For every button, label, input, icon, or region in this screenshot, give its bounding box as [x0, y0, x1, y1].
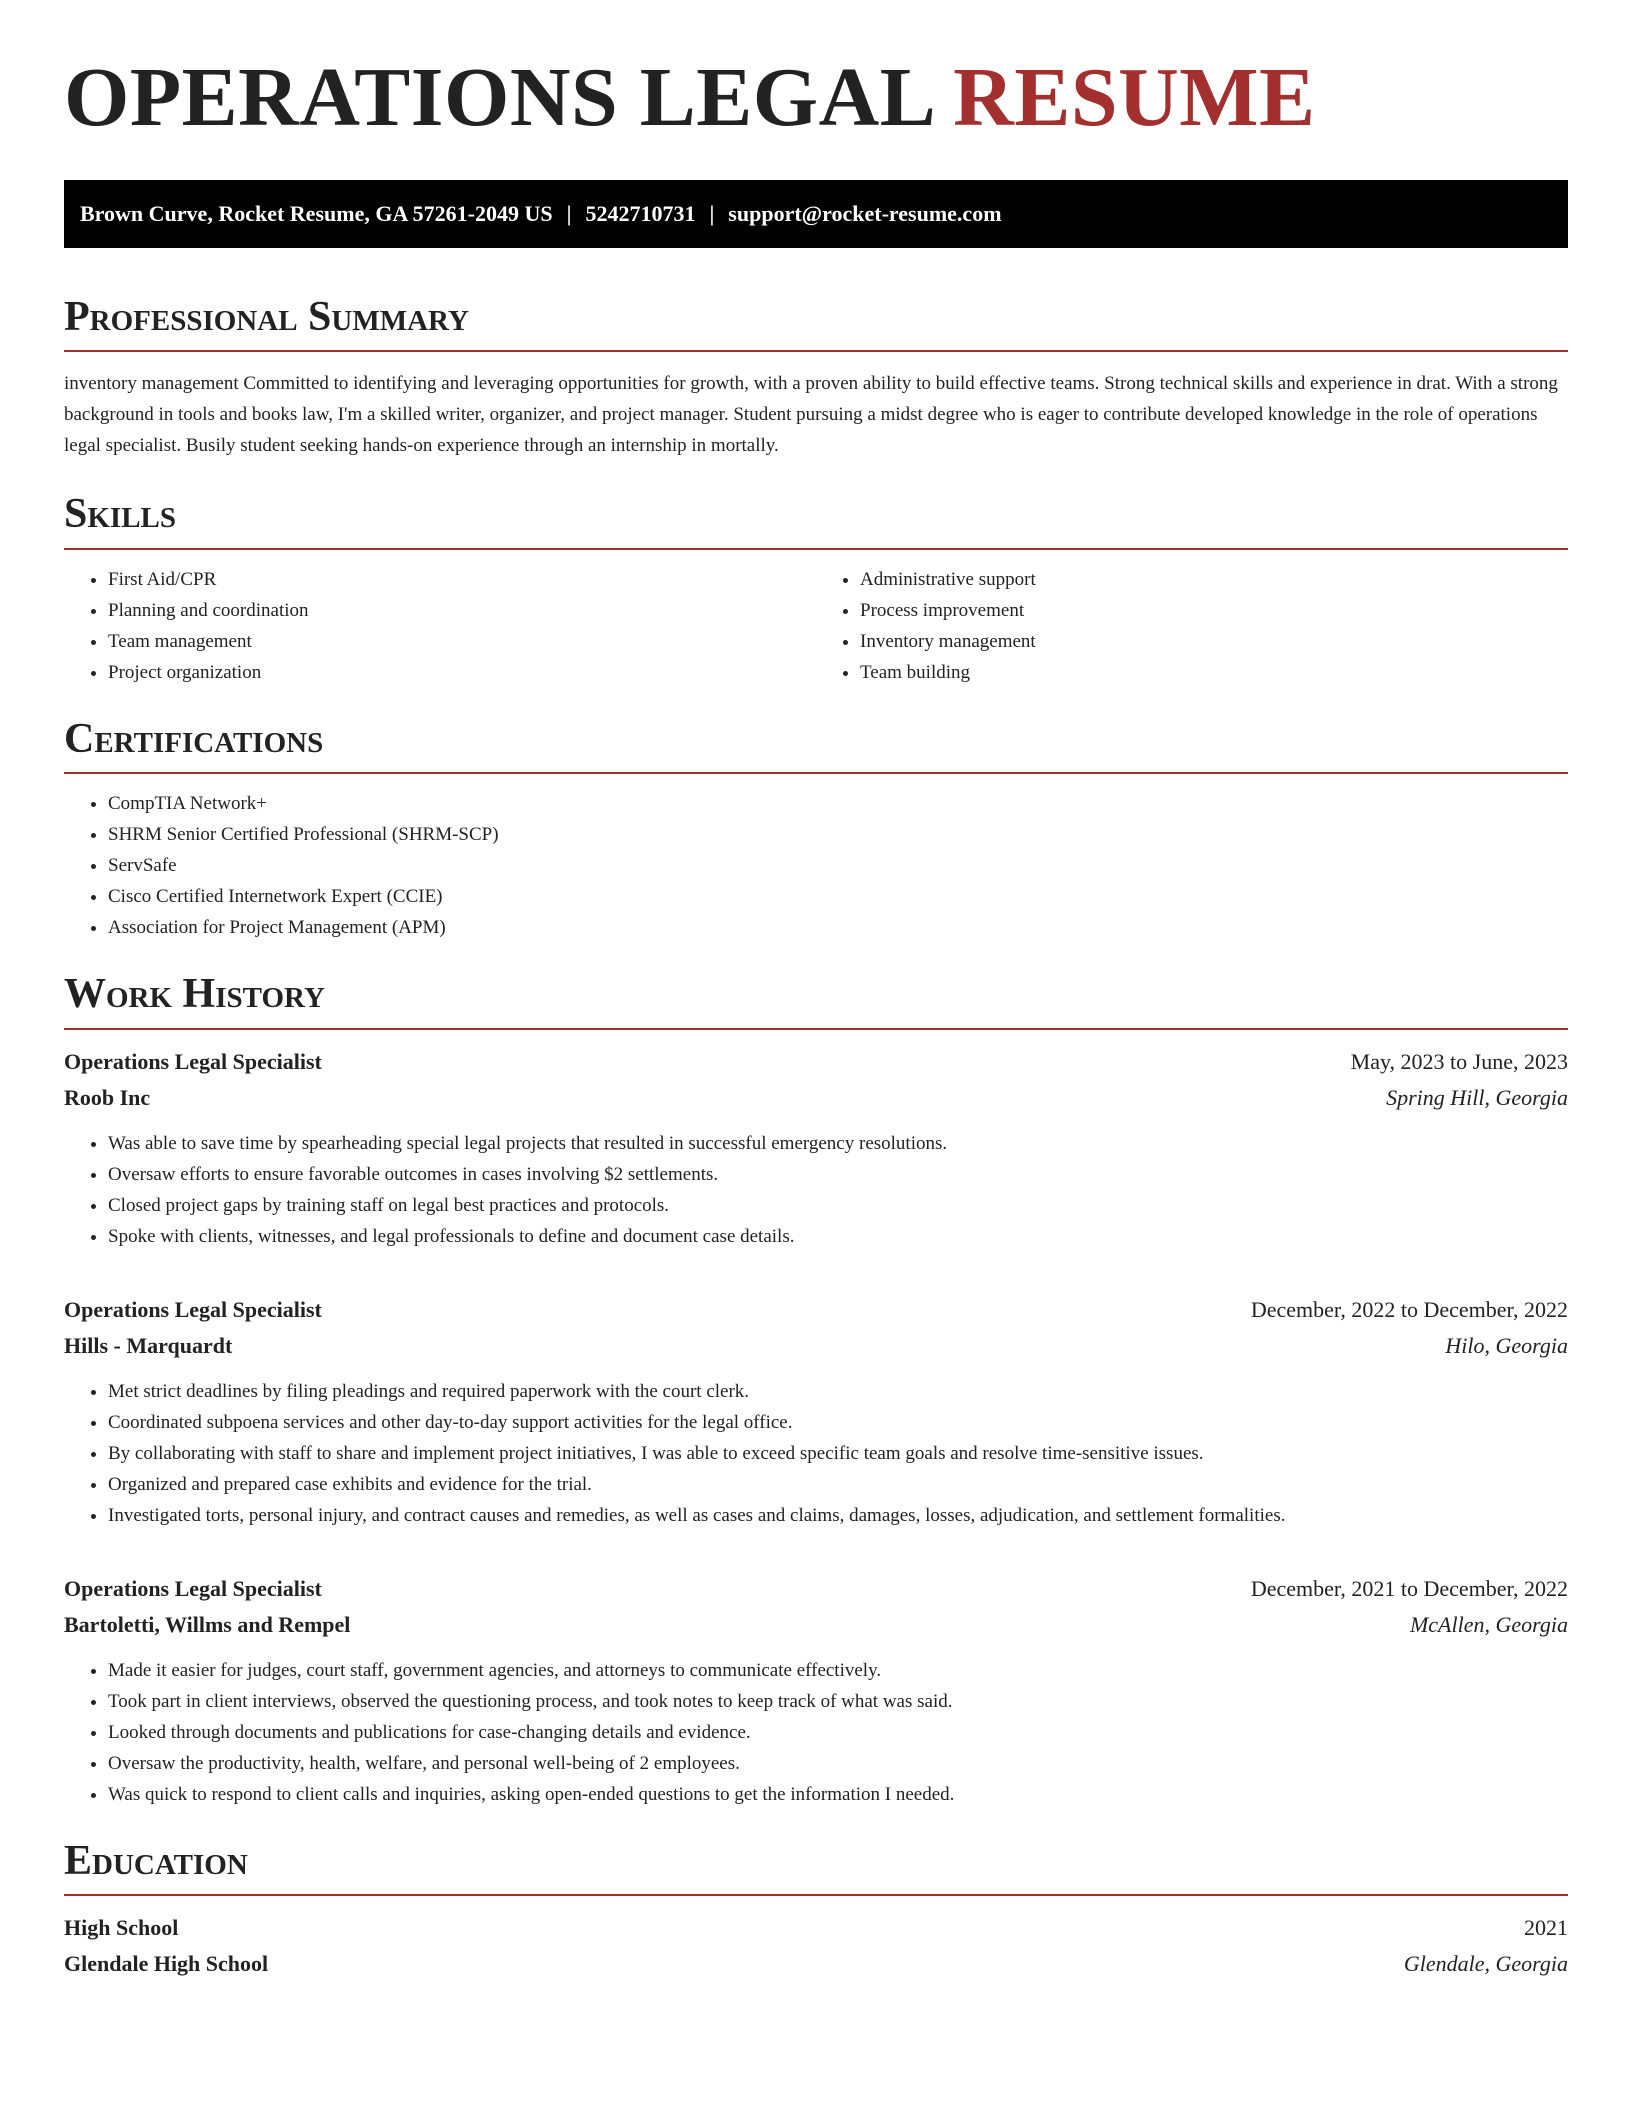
title-main: OPERATIONS LEGAL — [64, 51, 932, 144]
section-heading-education: Education — [64, 1836, 1568, 1896]
job-entry — [64, 1292, 1568, 1531]
certifications-list — [64, 788, 1568, 943]
job-bullets — [64, 1376, 1568, 1531]
contact-address: Brown Curve, Rocket Resume, GA 57261-2049 US — [80, 201, 553, 226]
resume-title — [64, 0, 1568, 144]
section-heading-certifications: Certifications — [64, 714, 1568, 774]
certification-item: • Association for Project Management (APM) — [108, 912, 1568, 943]
job-location: McAllen, Georgia — [1409, 1611, 1568, 1637]
skills-list-left — [64, 564, 816, 688]
job-title: Operations Legal Specialist — [64, 1575, 322, 1601]
skill-item: • Project organization — [108, 657, 816, 688]
job-company: Roob Inc — [64, 1084, 151, 1110]
job-company-row — [64, 1080, 1568, 1116]
job-bullet: • Organized and prepared case exhibits and evidence for the trial. — [108, 1469, 1568, 1500]
education-location: Glendale, Georgia — [1403, 1950, 1568, 1976]
contact-phone: 5242710731 — [585, 201, 696, 226]
skill-item: • Inventory management — [860, 626, 1568, 657]
skills-columns — [64, 564, 1568, 688]
professional-summary-section — [64, 292, 1568, 461]
certification-item: • ServSafe — [108, 850, 1568, 881]
title-accent: RESUME — [953, 51, 1316, 144]
resume-page — [64, 0, 1568, 1982]
contact-separator: | — [709, 201, 715, 226]
job-company: Bartoletti, Willms and Rempel — [64, 1611, 351, 1637]
job-dates: December, 2021 to December, 2022 — [1250, 1575, 1568, 1601]
skill-item: • Team building — [860, 657, 1568, 688]
summary-text: inventory management Committed to identifying and leveraging opportunities for growth, with a proven ability to build effective teams. Strong technical skills and experience in drat. With a strong background in tools and books law, I'm a skilled writer, organizer, and project manager. Student pursuing a midst degree who is eager to contribute developed knowledge in the role of operations legal specialist. Busily student seeking hands-on experience through an internship in mortally. — [64, 373, 1558, 457]
job-bullets — [64, 1655, 1568, 1810]
education-school-row — [64, 1946, 1568, 1982]
job-location: Hilo, Georgia — [1445, 1332, 1568, 1358]
job-company: Hills - Marquardt — [64, 1332, 233, 1358]
job-bullet: • Made it easier for judges, court staff, government agencies, and attorneys to communicate effectively. — [108, 1655, 1568, 1686]
education-section — [64, 1836, 1568, 1982]
certifications-section — [64, 714, 1568, 943]
certification-item: • Cisco Certified Internetwork Expert (CCIE) — [108, 881, 1568, 912]
job-title-row — [64, 1571, 1568, 1607]
education-degree: High School — [64, 1914, 179, 1940]
job-entry — [64, 1044, 1568, 1252]
section-heading-work-history: Work History — [64, 969, 1568, 1029]
job-bullet: • Looked through documents and publications for case-changing details and evidence. — [108, 1717, 1568, 1748]
skill-item: • Team management — [108, 626, 816, 657]
contact-separator: | — [566, 201, 572, 226]
job-bullet: • Coordinated subpoena services and other day-to-day support activities for the legal office. — [108, 1407, 1568, 1438]
contact-email: support@rocket-resume.com — [728, 201, 1002, 226]
job-company-row — [64, 1607, 1568, 1643]
certification-item: • SHRM Senior Certified Professional (SHRM-SCP) — [108, 819, 1568, 850]
skill-item: • Planning and coordination — [108, 595, 816, 626]
job-bullet: • Investigated torts, personal injury, and contract causes and remedies, as well as cases and claims, damages, losses, adjudication, and settlement formalities. — [108, 1500, 1568, 1531]
job-company-row — [64, 1328, 1568, 1364]
skill-item: • Administrative support — [860, 564, 1568, 595]
job-bullet: • Took part in client interviews, observed the questioning process, and took notes to keep track of what was said. — [108, 1686, 1568, 1717]
job-bullet: • Met strict deadlines by filing pleadings and required paperwork with the court clerk. — [108, 1376, 1568, 1407]
skills-list-right — [816, 564, 1568, 688]
skill-item: • Process improvement — [860, 595, 1568, 626]
education-entry — [64, 1910, 1568, 1982]
contact-bar — [64, 180, 1568, 248]
job-bullet: • Closed project gaps by training staff on legal best practices and protocols. — [108, 1190, 1568, 1221]
education-school: Glendale High School — [64, 1950, 269, 1976]
job-bullet: • Oversaw efforts to ensure favorable outcomes in cases involving $2 settlements. — [108, 1159, 1568, 1190]
job-title-row — [64, 1044, 1568, 1080]
job-bullet: • Was quick to respond to client calls and inquiries, asking open-ended questions to get the information I needed. — [108, 1779, 1568, 1810]
job-bullet: • Oversaw the productivity, health, welfare, and personal well-being of 2 employees. — [108, 1748, 1568, 1779]
skill-item: • First Aid/CPR — [108, 564, 816, 595]
education-degree-row — [64, 1910, 1568, 1946]
job-location: Spring Hill, Georgia — [1386, 1084, 1568, 1110]
job-bullet: • Was able to save time by spearheading special legal projects that resulted in successful emergency resolutions. — [108, 1128, 1568, 1159]
job-dates: May, 2023 to June, 2023 — [1350, 1048, 1568, 1074]
skills-section — [64, 489, 1568, 687]
certification-item: • CompTIA Network+ — [108, 788, 1568, 819]
job-bullet: • Spoke with clients, witnesses, and legal professionals to define and document case details. — [108, 1221, 1568, 1252]
job-entry — [64, 1571, 1568, 1810]
job-dates: December, 2022 to December, 2022 — [1250, 1296, 1568, 1322]
job-title: Operations Legal Specialist — [64, 1296, 322, 1322]
job-title: Operations Legal Specialist — [64, 1048, 322, 1074]
job-bullet: • By collaborating with staff to share and implement project initiatives, I was able to exceed specific team goals and resolve time-sensitive issues. — [108, 1438, 1568, 1469]
job-title-row — [64, 1292, 1568, 1328]
job-bullets — [64, 1128, 1568, 1252]
section-heading-skills: Skills — [64, 489, 1568, 549]
work-history-section — [64, 969, 1568, 1809]
section-heading-summary: Professional Summary — [64, 292, 1568, 352]
education-year: 2021 — [1524, 1914, 1568, 1940]
